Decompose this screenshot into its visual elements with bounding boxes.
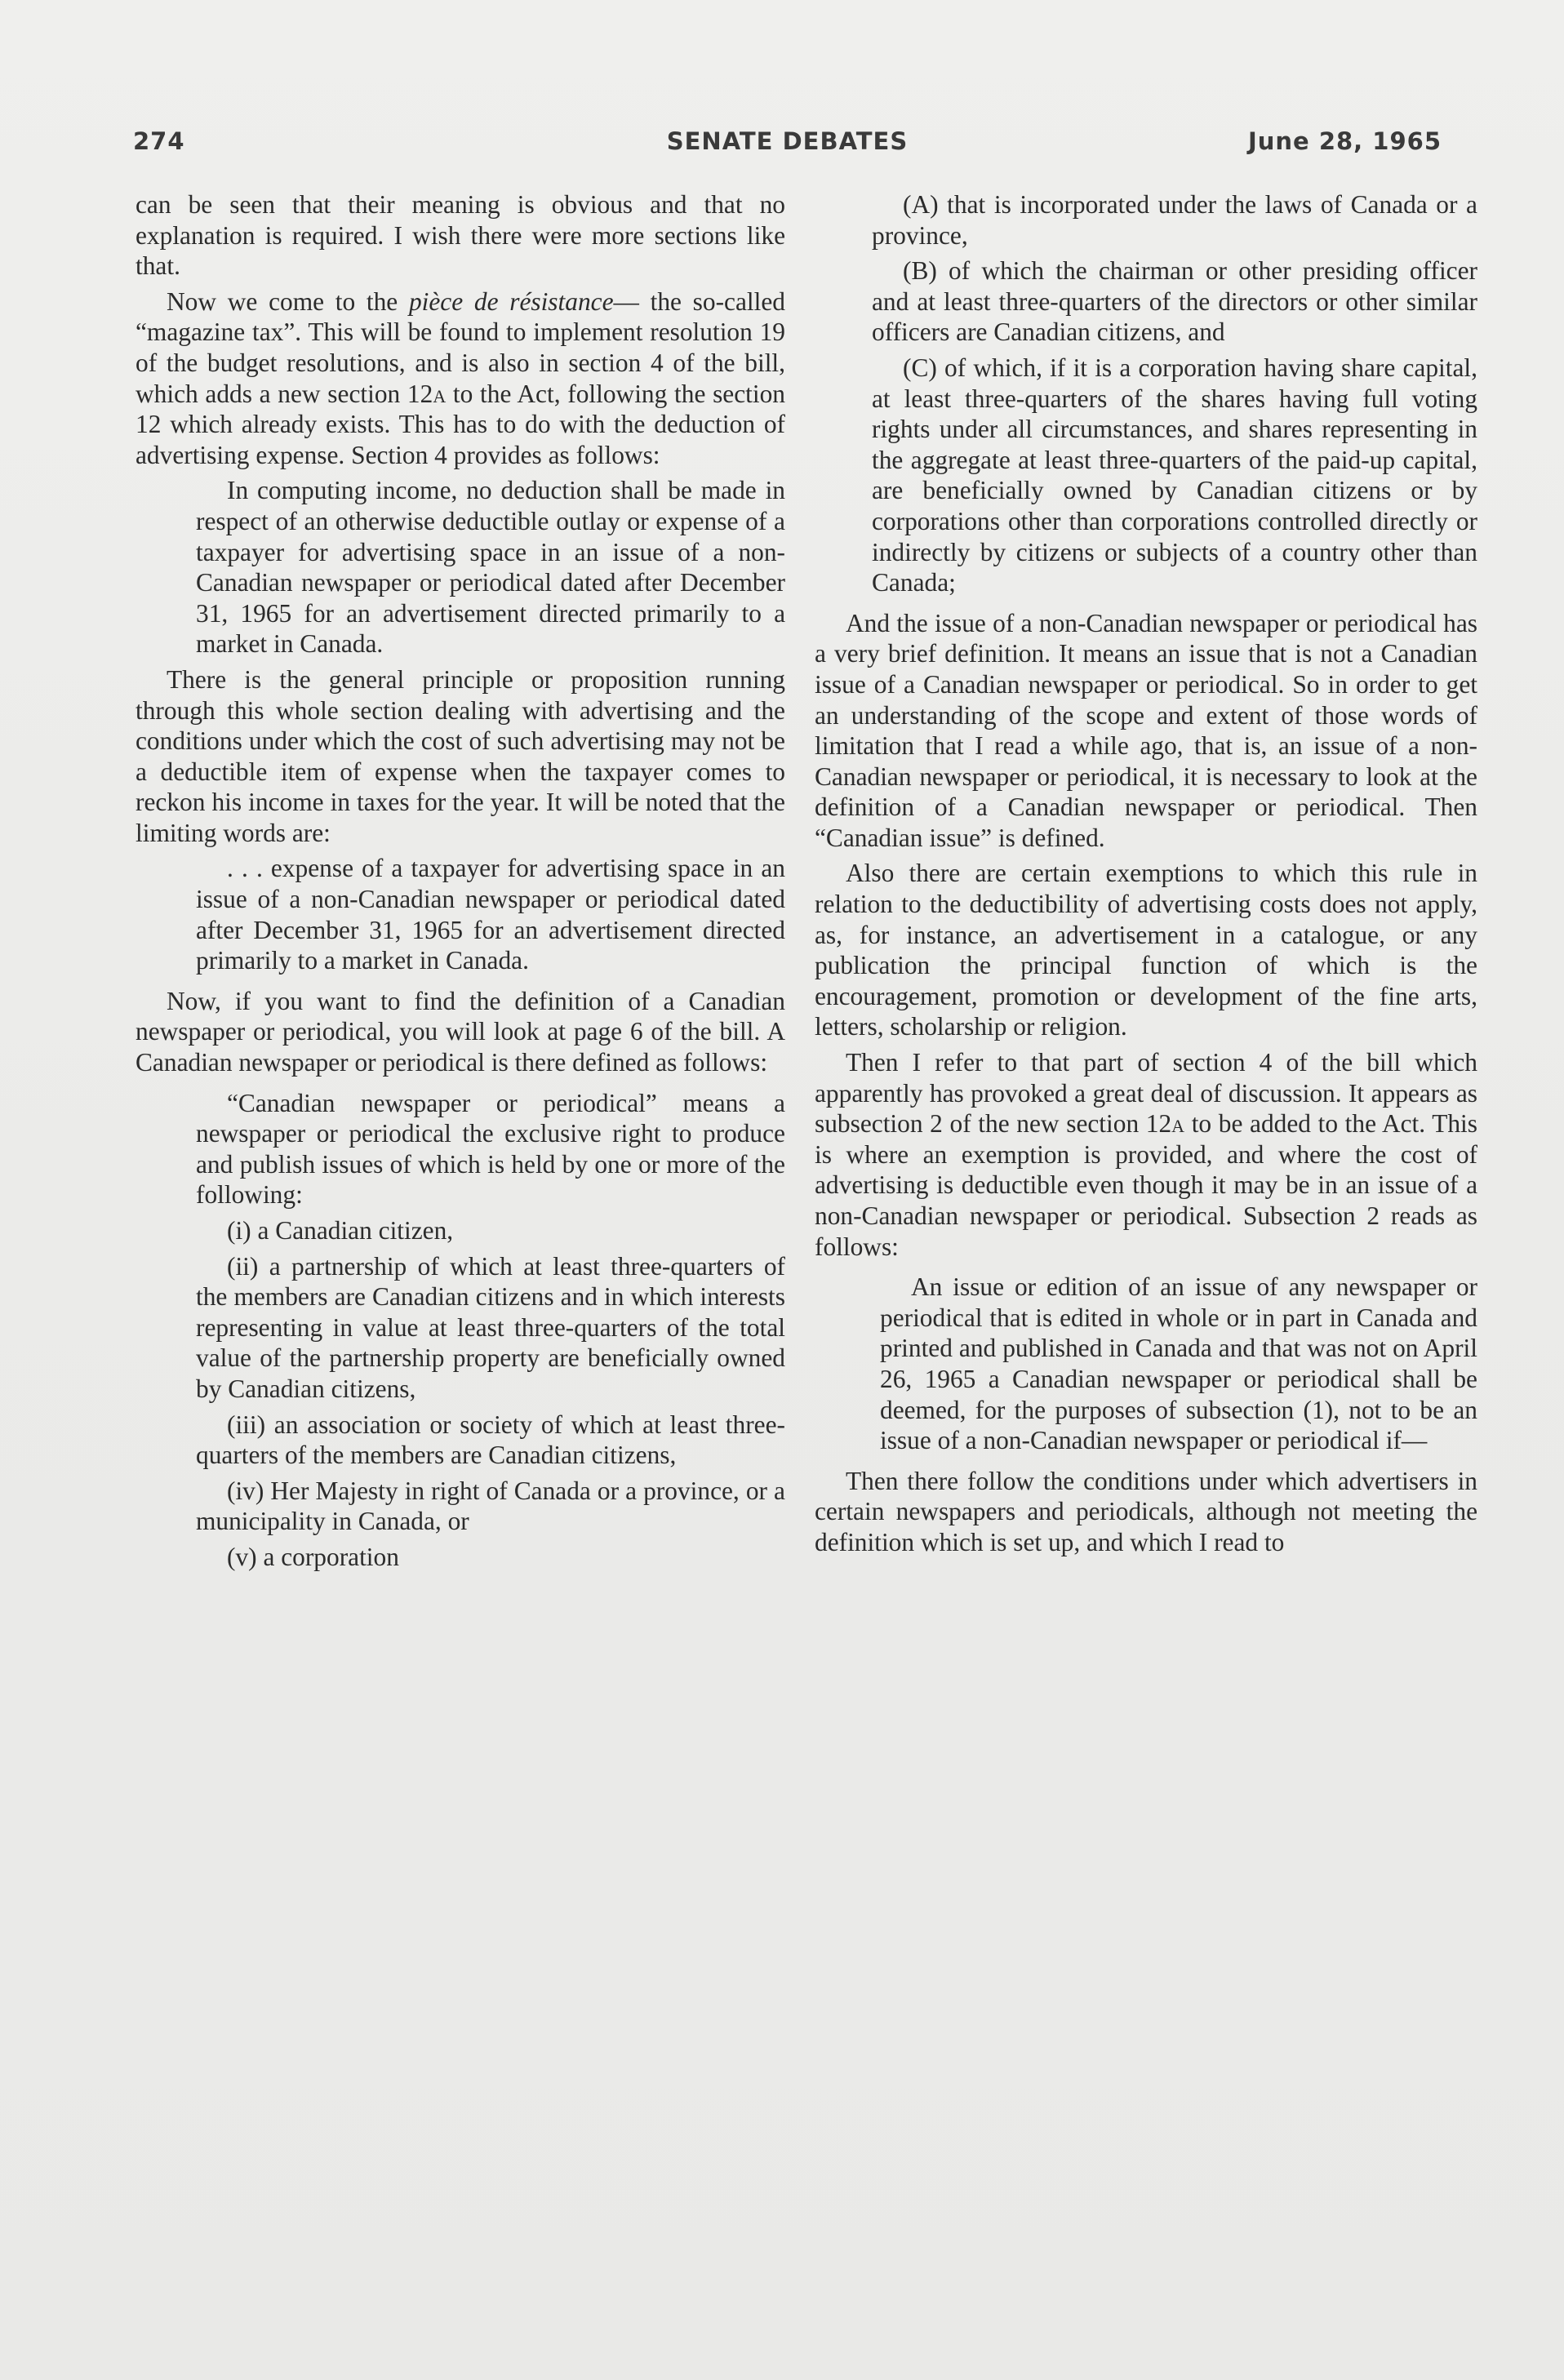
quote-list-item: (C) of which, if it is a corporation having share capital, at least three-quarters of the shares having full voting rights under all circumstances, and shares representing in the aggregate at least three-quarters of the paid-up capital, are beneficially owned by Canadian citizens or by corporations other than corporations controlled directly or indirectly by citizens or subjects of a country other than Canada; bbox=[872, 353, 1477, 597]
text-run: Then I refer to that part of section 4 of the bill which apparently has provoked a great deal of discussion. It appears as subsection 2 of the new section 12 bbox=[815, 1048, 1477, 1139]
page-date: June 28, 1965 bbox=[1247, 127, 1442, 155]
quote-list-item: (B) of which the chairman or other presiding officer and at least three-quarters of the directors or other similar officers are Canadian citizens, and bbox=[872, 256, 1477, 347]
text-run: to the Act, following the section 12 which already exists. This has to do with the deduction of advertising expense. Section 4 provides as follows: bbox=[136, 379, 785, 469]
publication-title: SENATE DEBATES bbox=[666, 127, 909, 155]
block-quote: In computing income, no deduction shall be made in respect of an otherwise deductible outlay or expense of a taxpayer for advertising space in an issue of a non-Canadian newspaper or periodical dated after December 31, 1965 for an advertisement directed primarily to a market in Canada. bbox=[196, 476, 785, 659]
italic-phrase: pièce de résistance bbox=[408, 286, 614, 316]
page-header bbox=[133, 127, 1442, 163]
small-caps-letter: a bbox=[433, 379, 447, 408]
quote-list-item: (ii) a partnership of which at least three-quarters of the members are Canadian citizens and in which interests representing in value at least three-quarters of the total value of the partnership property are beneficially owned by Canadian citizens, bbox=[196, 1251, 785, 1403]
block-quote: “Canadian newspaper or periodical” means a newspaper or periodical the exclusive right to produce and publish issues of which is held by one or more of the following: bbox=[196, 1088, 785, 1210]
paragraph: There is the general principle or proposition running through this whole section dealing with advertising and the conditions under which the cost of such advertising may not be a deductible item of expense when the taxpayer comes to reckon his income in taxes for the year. It will be noted that the limiting words are: bbox=[136, 664, 785, 847]
quote-list-item: (A) that is incorporated under the laws of Canada or a province, bbox=[872, 190, 1477, 250]
paragraph bbox=[136, 286, 785, 471]
paragraph: can be seen that their meaning is obvious and that no explanation is required. I wish there were more sections like that. bbox=[136, 190, 785, 281]
quote-list-item: (iv) Her Majesty in right of Canada or a province, or a municipality in Canada, or bbox=[196, 1476, 785, 1536]
text-run: — the so-called “magazine tax”. This will be found to implement resolution 19 of the budget resolutions, and is also in section 4 of the bill, which adds a new section 12 bbox=[136, 286, 785, 408]
paragraph: Now, if you want to find the definition of a Canadian newspaper or periodical, you will look at page 6 of the bill. A Canadian newspaper or periodical is there defined as follows: bbox=[136, 986, 785, 1077]
right-column bbox=[815, 189, 1477, 1558]
block-quote: . . . expense of a taxpayer for advertising space in an issue of a non-Canadian newspaper or periodical dated after December 31, 1965 for an advertisement directed primarily to a market in Canada. bbox=[196, 854, 785, 975]
small-caps-letter: a bbox=[1171, 1109, 1185, 1139]
left-column bbox=[136, 189, 785, 1573]
paragraph: Also there are certain exemptions to which this rule in relation to the deductibility of advertising costs does not apply, as, for instance, an advertisement in a catalogue, or any publication the principal function of which is the encouragement, promotion or development of the fine arts, letters, scholarship or religion. bbox=[815, 859, 1477, 1041]
paragraph: Then there follow the conditions under which advertisers in certain newspapers and periodicals, although not meeting the definition which is set up, and which I read to bbox=[815, 1466, 1477, 1556]
paragraph: And the issue of a non-Canadian newspaper or periodical has a very brief definition. It means an issue that is not a Canadian issue of a Canadian newspaper or periodical. So in order to get an understanding of the scope and extent of those words of limitation that I read a while ago, that is, an issue of a non-Canadian newspaper or periodical, it is necessary to look at the definition of a Canadian newspaper or periodical. Then “Canadian issue” is defined. bbox=[815, 608, 1477, 852]
page-number: 274 bbox=[133, 127, 185, 155]
quote-list-item: (iii) an association or society of which at least three-quarters of the members are Canadian citizens, bbox=[196, 1410, 785, 1470]
quote-list-item: (v) a corporation bbox=[227, 1542, 399, 1571]
block-quote: An issue or edition of an issue of any newspaper or periodical that is edited in whole or in part in Canada and printed and published in Canada and that was not on April 26, 1965 a Canadian newspaper or periodical shall be deemed, for the purposes of subsection (1), not to be an issue of a non-Canadian newspaper or periodical if— bbox=[880, 1272, 1477, 1455]
quote-list-item: (i) a Canadian citizen, bbox=[227, 1216, 454, 1245]
text-run: Now we come to the bbox=[167, 286, 409, 316]
text-run: to be added to the Act. This is where an exemption is provided, and where the cost of advertising is deductible even though it may be in an issue of a non-Canadian newspaper or periodical. Subsection 2 reads as follows: bbox=[815, 1109, 1477, 1261]
paragraph bbox=[815, 1047, 1477, 1262]
